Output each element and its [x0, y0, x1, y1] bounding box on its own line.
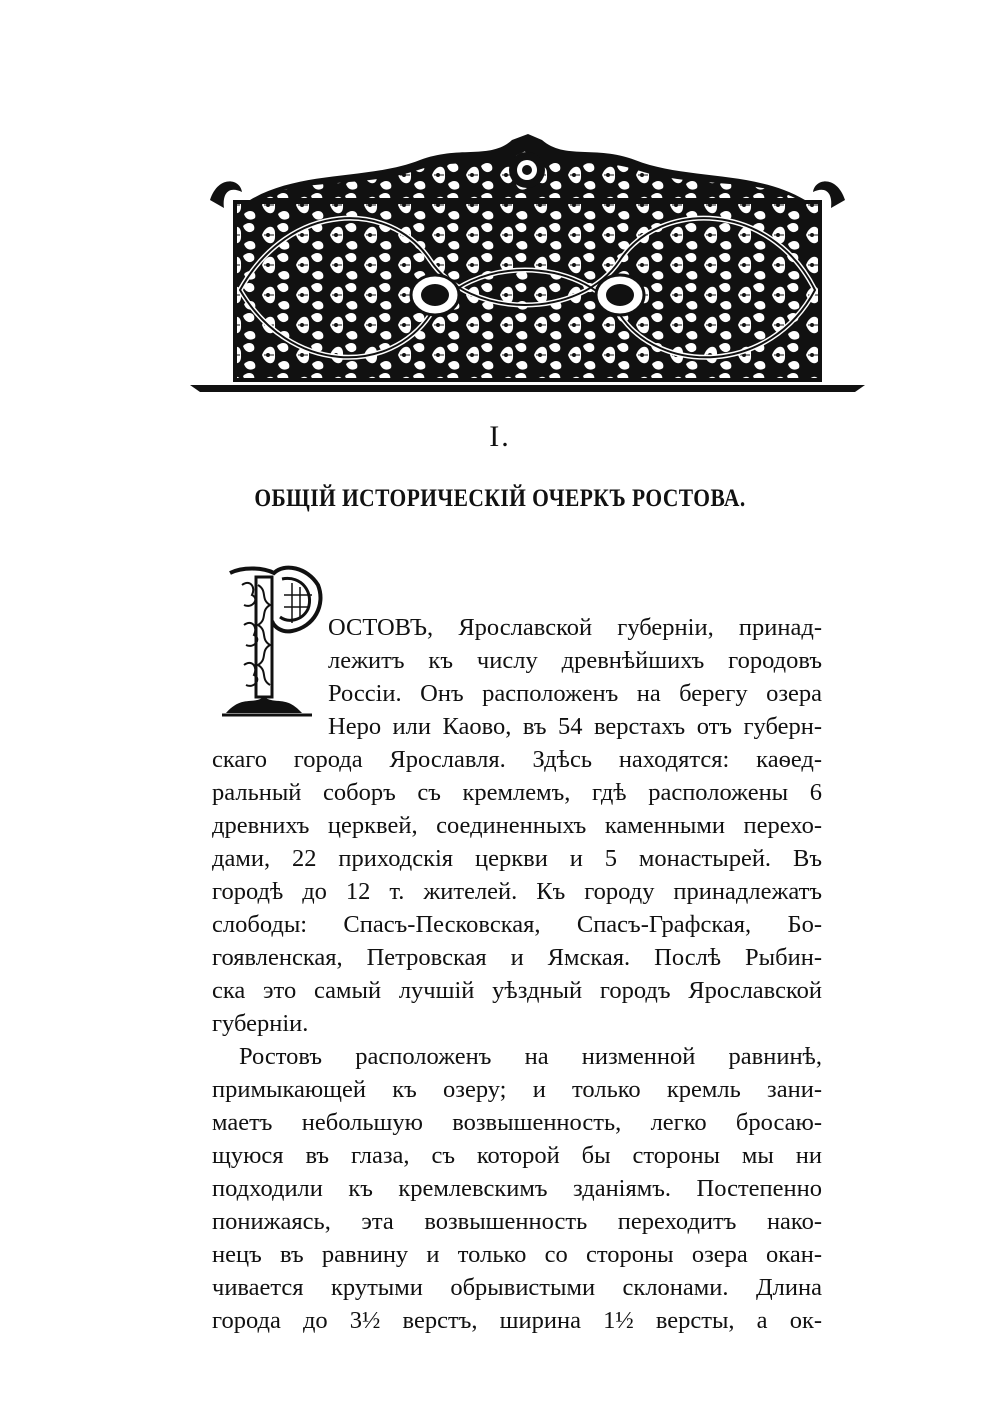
chapter-title: ОБЩІЙ ИСТОРИЧЕСКІЙ ОЧЕРКЪ РОСТОВА. — [254, 485, 746, 512]
text-line: подходили къ кремлевскимъ зданіямъ. Постепенно — [212, 1175, 822, 1202]
text-line: Россіи. Онъ расположенъ на берегу озера — [328, 680, 822, 707]
text-line: города до 3½ верстъ, ширина 1½ версты, а ок- — [212, 1307, 822, 1334]
text-line: нецъ въ равнину и только со стороны озера окан- — [212, 1241, 822, 1268]
text-line: чивается крутыми обрывистыми склонами. Длина — [212, 1274, 822, 1301]
text-line: ральный соборъ съ кремлемъ, гдѣ расположены 6 — [212, 779, 822, 806]
text-line: ОСТОВЪ, Ярославской губерніи, принад- — [328, 614, 822, 641]
text-line: гоявленская, Петровская и Ямская. Послѣ Рыбин- — [212, 944, 822, 971]
text-line: щуюся въ глаза, съ которой бы стороны мы ни — [212, 1142, 822, 1169]
text-line: городѣ до 12 т. жителей. Къ городу принадлежатъ — [212, 878, 822, 905]
text-line: маетъ небольшую возвышенность, легко бросаю- — [212, 1109, 822, 1136]
chapter-number: I. — [489, 420, 511, 453]
text-line: дами, 22 приходскія церкви и 5 монастырей. Въ — [212, 845, 822, 872]
text-line: Ростовъ расположенъ на низменной равнинѣ, — [239, 1043, 822, 1070]
text-line: скаго города Ярославля. Здѣсь находятся: каѳед- — [212, 746, 822, 773]
text-line: Неро или Каово, въ 54 верстахъ отъ губерн- — [328, 713, 822, 740]
text-line: понижаясь, эта возвышенность переходитъ нако- — [212, 1208, 822, 1235]
text-line: губерніи. — [212, 1010, 309, 1037]
text-line: лежитъ къ числу древнѣйшихъ городовъ — [328, 647, 822, 674]
text-line: древнихъ церквей, соединенныхъ каменными перехо- — [212, 812, 822, 839]
text-line: слободы: Спасъ-Песковская, Спасъ-Графская, Бо- — [212, 911, 822, 938]
text-line: ска это самый лучшій уѣздный городъ Ярославской — [212, 977, 822, 1004]
text-line: примыкающей къ озеру; и только кремль зани- — [212, 1076, 822, 1103]
